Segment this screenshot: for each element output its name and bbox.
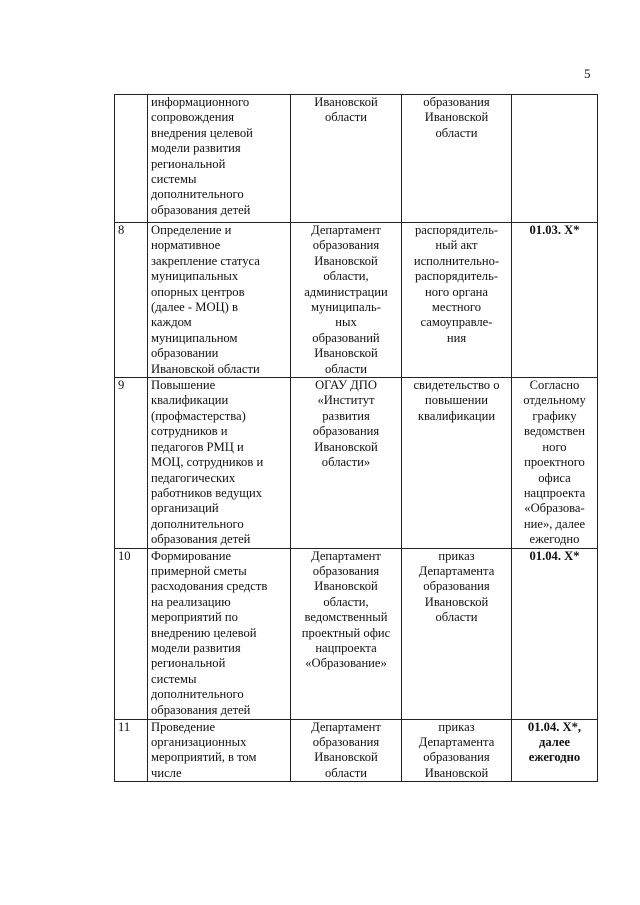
deadline-cell xyxy=(512,95,598,223)
row-number-cell xyxy=(115,719,148,782)
row-number: 8 xyxy=(118,223,125,237)
row-number: 11 xyxy=(118,719,131,734)
activity-name: Повышение квалификации (профмастерства) сотрудников и педагогов РМЦ и МОЦ, сотрудников и педагогических работников ведущих организаций дополнительного образования детей xyxy=(151,378,264,547)
deadline-cell xyxy=(512,223,598,378)
table-row xyxy=(115,223,598,378)
row-number-cell xyxy=(115,223,148,378)
activity-name-cell xyxy=(148,378,291,548)
document: образования Ивановской области xyxy=(423,95,490,140)
table-row xyxy=(115,95,598,223)
table-row xyxy=(115,378,598,548)
responsible: Департамент образования Ивановской области, администрации муниципаль- ных образований Ивановской области xyxy=(304,223,388,376)
activity-name: Проведение организационных мероприятий, в том числе xyxy=(151,719,257,780)
document: приказ Департамента образования Ивановской xyxy=(418,719,495,780)
deadline: 01.04. Х*, далее ежегодно xyxy=(527,719,582,765)
responsible-cell xyxy=(291,223,402,378)
row-number-cell xyxy=(115,95,148,223)
responsible: ОГАУ ДПО «Институт развития образования Ивановской области» xyxy=(312,378,380,470)
table-row xyxy=(115,548,598,719)
deadline-cell xyxy=(512,548,598,719)
document: распорядитель- ный акт исполнительно- распорядитель- ного органа местного самоуправле- ния xyxy=(413,223,500,345)
plan-table xyxy=(114,94,598,782)
deadline-cell xyxy=(512,378,598,548)
deadline: Согласно отдельному графику ведомствен ного проектного офиса нацпроекта «Образова- ние», далее ежегодно xyxy=(523,378,586,547)
responsible: Ивановской области xyxy=(314,95,378,125)
document: приказ Департамента образования Ивановской области xyxy=(418,548,495,625)
deadline: 01.04. Х* xyxy=(529,548,580,563)
row-number-cell xyxy=(115,378,148,548)
responsible-cell xyxy=(291,95,402,223)
table-row xyxy=(115,719,598,782)
activity-name: Определение и нормативное закрепление статуса муниципальных опорных центров (далее - МОЦ) в каждом муниципальном образовании Ивановской области xyxy=(151,223,260,376)
responsible-cell xyxy=(291,719,402,782)
row-number-cell xyxy=(115,548,148,719)
row-number: 9 xyxy=(118,378,125,393)
responsible-cell xyxy=(291,378,402,548)
page-number: 5 xyxy=(584,66,591,81)
activity-name-cell xyxy=(148,223,291,378)
responsible: Департамент образования Ивановской области, ведомственный проектный офис нацпроекта «Образование» xyxy=(301,548,391,671)
activity-name: информационного сопровождения внедрения целевой модели развития региональной системы дополнительного образования детей xyxy=(151,95,253,217)
document: свидетельство о повышении квалификации xyxy=(413,378,500,423)
document-cell xyxy=(402,378,512,548)
responsible-cell xyxy=(291,548,402,719)
document-cell xyxy=(402,95,512,223)
document-cell xyxy=(402,223,512,378)
activity-name-cell xyxy=(148,95,291,223)
activity-name-cell xyxy=(148,548,291,719)
document-cell xyxy=(402,719,512,782)
row-number: 10 xyxy=(118,548,131,563)
deadline: 01.03. Х* xyxy=(529,223,580,237)
document-cell xyxy=(402,548,512,719)
deadline-cell xyxy=(512,719,598,782)
responsible: Департамент образования Ивановской области xyxy=(311,719,381,780)
activity-name-cell xyxy=(148,719,291,782)
activity-name: Формирование примерной сметы расходования средств на реализацию мероприятий по внедрению целевой модели развития региональной системы дополнительного образования детей xyxy=(151,548,268,717)
